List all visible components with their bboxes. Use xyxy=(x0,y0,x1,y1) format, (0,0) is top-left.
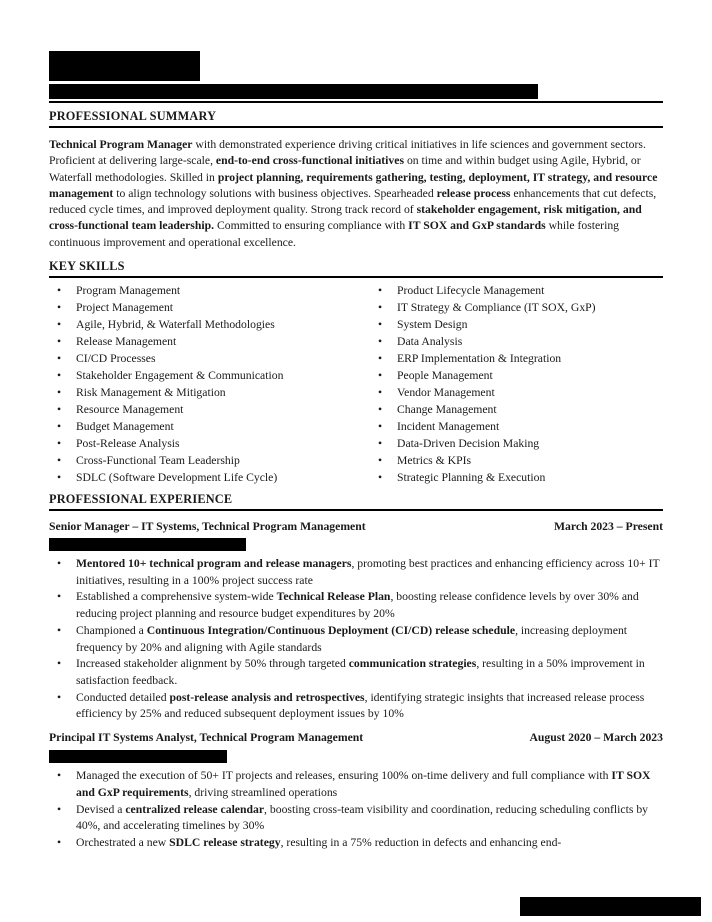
professional-experience-heading: PROFESSIONAL EXPERIENCE xyxy=(49,493,663,511)
bullet-icon: • xyxy=(57,802,62,816)
bullet-icon: • xyxy=(57,590,62,604)
bullet-icon: • xyxy=(57,386,62,400)
bullet-icon: • xyxy=(378,471,383,485)
skill-item xyxy=(49,435,356,452)
skill-label: Stakeholder Engagement & Communication xyxy=(76,369,284,383)
skill-item xyxy=(49,282,356,299)
skill-item xyxy=(49,401,356,418)
skills-columns xyxy=(49,282,663,486)
skills-column-right xyxy=(356,282,663,486)
experience-bullet xyxy=(49,802,663,835)
bullet-icon: • xyxy=(57,369,62,383)
experience-bullet-text: Established a comprehensive system-wide Technical Release Plan, boosting release confidence levels by over 30% and reducing project planning and resource budget expenditures by 20% xyxy=(76,590,639,621)
bullet-icon: • xyxy=(57,769,62,783)
professional-summary-text: Technical Program Manager with demonstrated experience driving critical initiatives in life sciences and government sectors. Proficient at delivering large-scale, end-to-end cross-functional initiatives on time and within budget using Agile, Hybrid, or Waterfall methodologies. Skilled in project planning, requirements gathering, testing, deployment, IT strategy, and resource management to align technology solutions with business objectives. Spearheaded release process enhancements that cut defects, reduced cycle times, and improved deployment quality. Strong track record of stakeholder engagement, risk mitigation, and cross-functional team leadership. Committed to ensuring compliance with IT SOX and GxP standards while fostering continuous improvement and operational excellence. xyxy=(49,138,658,249)
skill-label: Vendor Management xyxy=(397,386,495,400)
skill-item xyxy=(356,282,663,299)
bullet-icon: • xyxy=(57,657,62,671)
experience-bullet-text: Devised a centralized release calendar, boosting cross-team visibility and coordination, reducing scheduling conflicts by 40%, and accelerating timelines by 30% xyxy=(76,802,649,833)
experience-bullet-text: Conducted detailed post-release analysis and retrospectives, identifying strategic insights that increased release process efficiency by 25% and reduced subsequent deployment issues by 10% xyxy=(76,690,645,721)
bullet-icon: • xyxy=(57,437,62,451)
skill-label: Strategic Planning & Execution xyxy=(397,471,546,485)
bullet-icon: • xyxy=(378,318,383,332)
skill-label: People Management xyxy=(397,369,493,383)
resume-page xyxy=(49,0,663,852)
job-dates-1: March 2023 – Present xyxy=(554,520,663,534)
key-skills-heading: KEY SKILLS xyxy=(49,260,663,278)
skill-label: CI/CD Processes xyxy=(76,352,156,366)
skill-label: Data-Driven Decision Making xyxy=(397,437,540,451)
bullet-icon: • xyxy=(57,557,62,571)
bullet-icon: • xyxy=(57,301,62,315)
bullet-icon: • xyxy=(57,454,62,468)
skill-item xyxy=(356,367,663,384)
skill-item xyxy=(49,333,356,350)
bullet-icon: • xyxy=(57,623,62,637)
skill-label: Post-Release Analysis xyxy=(76,437,180,451)
experience-bullet xyxy=(49,690,663,723)
redacted-company-bar-2 xyxy=(49,750,227,763)
skill-item xyxy=(49,452,356,469)
professional-summary-heading: PROFESSIONAL SUMMARY xyxy=(49,110,663,128)
redacted-contact-bar xyxy=(49,84,538,99)
skill-label: Data Analysis xyxy=(397,335,463,349)
job-header-1 xyxy=(49,519,663,534)
bullet-icon: • xyxy=(57,690,62,704)
bullet-icon: • xyxy=(378,437,383,451)
experience-bullet xyxy=(49,656,663,689)
skill-item xyxy=(356,452,663,469)
experience-bullet xyxy=(49,589,663,622)
experience-bullet-text: Mentored 10+ technical program and release managers, promoting best practices and enhancing efficiency across 10+ IT initiatives, resulting in a 100% project success rate xyxy=(76,557,660,587)
skill-label: Release Management xyxy=(76,335,177,349)
experience-bullet xyxy=(49,835,663,852)
skill-label: SDLC (Software Development Life Cycle) xyxy=(76,471,278,485)
skill-label: Budget Management xyxy=(76,420,174,434)
job-dates-2: August 2020 – March 2023 xyxy=(529,731,663,745)
skill-item xyxy=(49,299,356,316)
skill-item xyxy=(356,299,663,316)
skill-item xyxy=(49,316,356,333)
bullet-icon: • xyxy=(57,352,62,366)
skill-label: Cross-Functional Team Leadership xyxy=(76,454,240,468)
skills-column-left xyxy=(49,282,356,486)
skill-item xyxy=(356,350,663,367)
bullet-icon: • xyxy=(378,301,383,315)
skill-label: Risk Management & Mitigation xyxy=(76,386,226,400)
skill-label: Agile, Hybrid, & Waterfall Methodologies xyxy=(76,318,275,332)
skill-item xyxy=(356,469,663,486)
bullet-icon: • xyxy=(57,471,62,485)
skill-item xyxy=(49,350,356,367)
experience-bullet xyxy=(49,556,663,589)
skill-label: System Design xyxy=(397,318,468,332)
skill-label: Incident Management xyxy=(397,420,500,434)
skill-item xyxy=(49,367,356,384)
skill-label: Program Management xyxy=(76,284,181,298)
skill-item xyxy=(49,418,356,435)
experience-bullet-text: Increased stakeholder alignment by 50% through targeted communication strategies, resulting in a 50% improvement in satisfaction feedback. xyxy=(76,657,645,687)
bullet-icon: • xyxy=(378,284,383,298)
skill-label: Resource Management xyxy=(76,403,184,417)
job-bullets-2 xyxy=(49,768,663,852)
job-bullets-1 xyxy=(49,556,663,723)
bullet-icon: • xyxy=(378,454,383,468)
experience-bullet xyxy=(49,623,663,656)
redacted-name-bar xyxy=(49,51,200,81)
skill-item xyxy=(356,418,663,435)
redacted-footer-bar xyxy=(520,897,701,916)
bullet-icon: • xyxy=(57,420,62,434)
experience-bullet xyxy=(49,768,663,801)
skill-label: ERP Implementation & Integration xyxy=(397,352,562,366)
bullet-icon: • xyxy=(378,403,383,417)
bullet-icon: • xyxy=(57,403,62,417)
skill-label: Project Management xyxy=(76,301,174,315)
skill-item xyxy=(49,469,356,486)
header-divider xyxy=(49,101,663,103)
job-title-2: Principal IT Systems Analyst, Technical Program Management xyxy=(49,731,364,745)
skill-label: Metrics & KPIs xyxy=(397,454,472,468)
bullet-icon: • xyxy=(378,352,383,366)
skill-item xyxy=(356,333,663,350)
skill-label: IT Strategy & Compliance (IT SOX, GxP) xyxy=(397,301,596,315)
skill-item xyxy=(356,401,663,418)
skill-item xyxy=(356,435,663,452)
skill-item xyxy=(49,384,356,401)
skill-label: Product Lifecycle Management xyxy=(397,284,545,298)
redacted-company-bar-1 xyxy=(49,538,246,551)
experience-bullet-text: Orchestrated a new SDLC release strategy, resulting in a 75% reduction in defects and enhancing end- xyxy=(76,835,562,849)
bullet-icon: • xyxy=(57,335,62,349)
experience-bullet-text: Managed the execution of 50+ IT projects and releases, ensuring 100% on-time delivery and full compliance with IT SOX and GxP requirements, driving streamlined operations xyxy=(76,769,651,799)
skill-label: Change Management xyxy=(397,403,497,417)
bullet-icon: • xyxy=(378,386,383,400)
job-title-1: Senior Manager – IT Systems, Technical Program Management xyxy=(49,520,366,534)
skill-item xyxy=(356,316,663,333)
bullet-icon: • xyxy=(57,318,62,332)
bullet-icon: • xyxy=(378,420,383,434)
experience-bullet-text: Championed a Continuous Integration/Continuous Deployment (CI/CD) release schedule, increasing deployment frequency by 20% and aligning with Agile standards xyxy=(76,623,628,654)
bullet-icon: • xyxy=(378,369,383,383)
bullet-icon: • xyxy=(57,835,62,849)
job-header-2 xyxy=(49,730,663,745)
bullet-icon: • xyxy=(378,335,383,349)
skill-item xyxy=(356,384,663,401)
bullet-icon: • xyxy=(57,284,62,298)
